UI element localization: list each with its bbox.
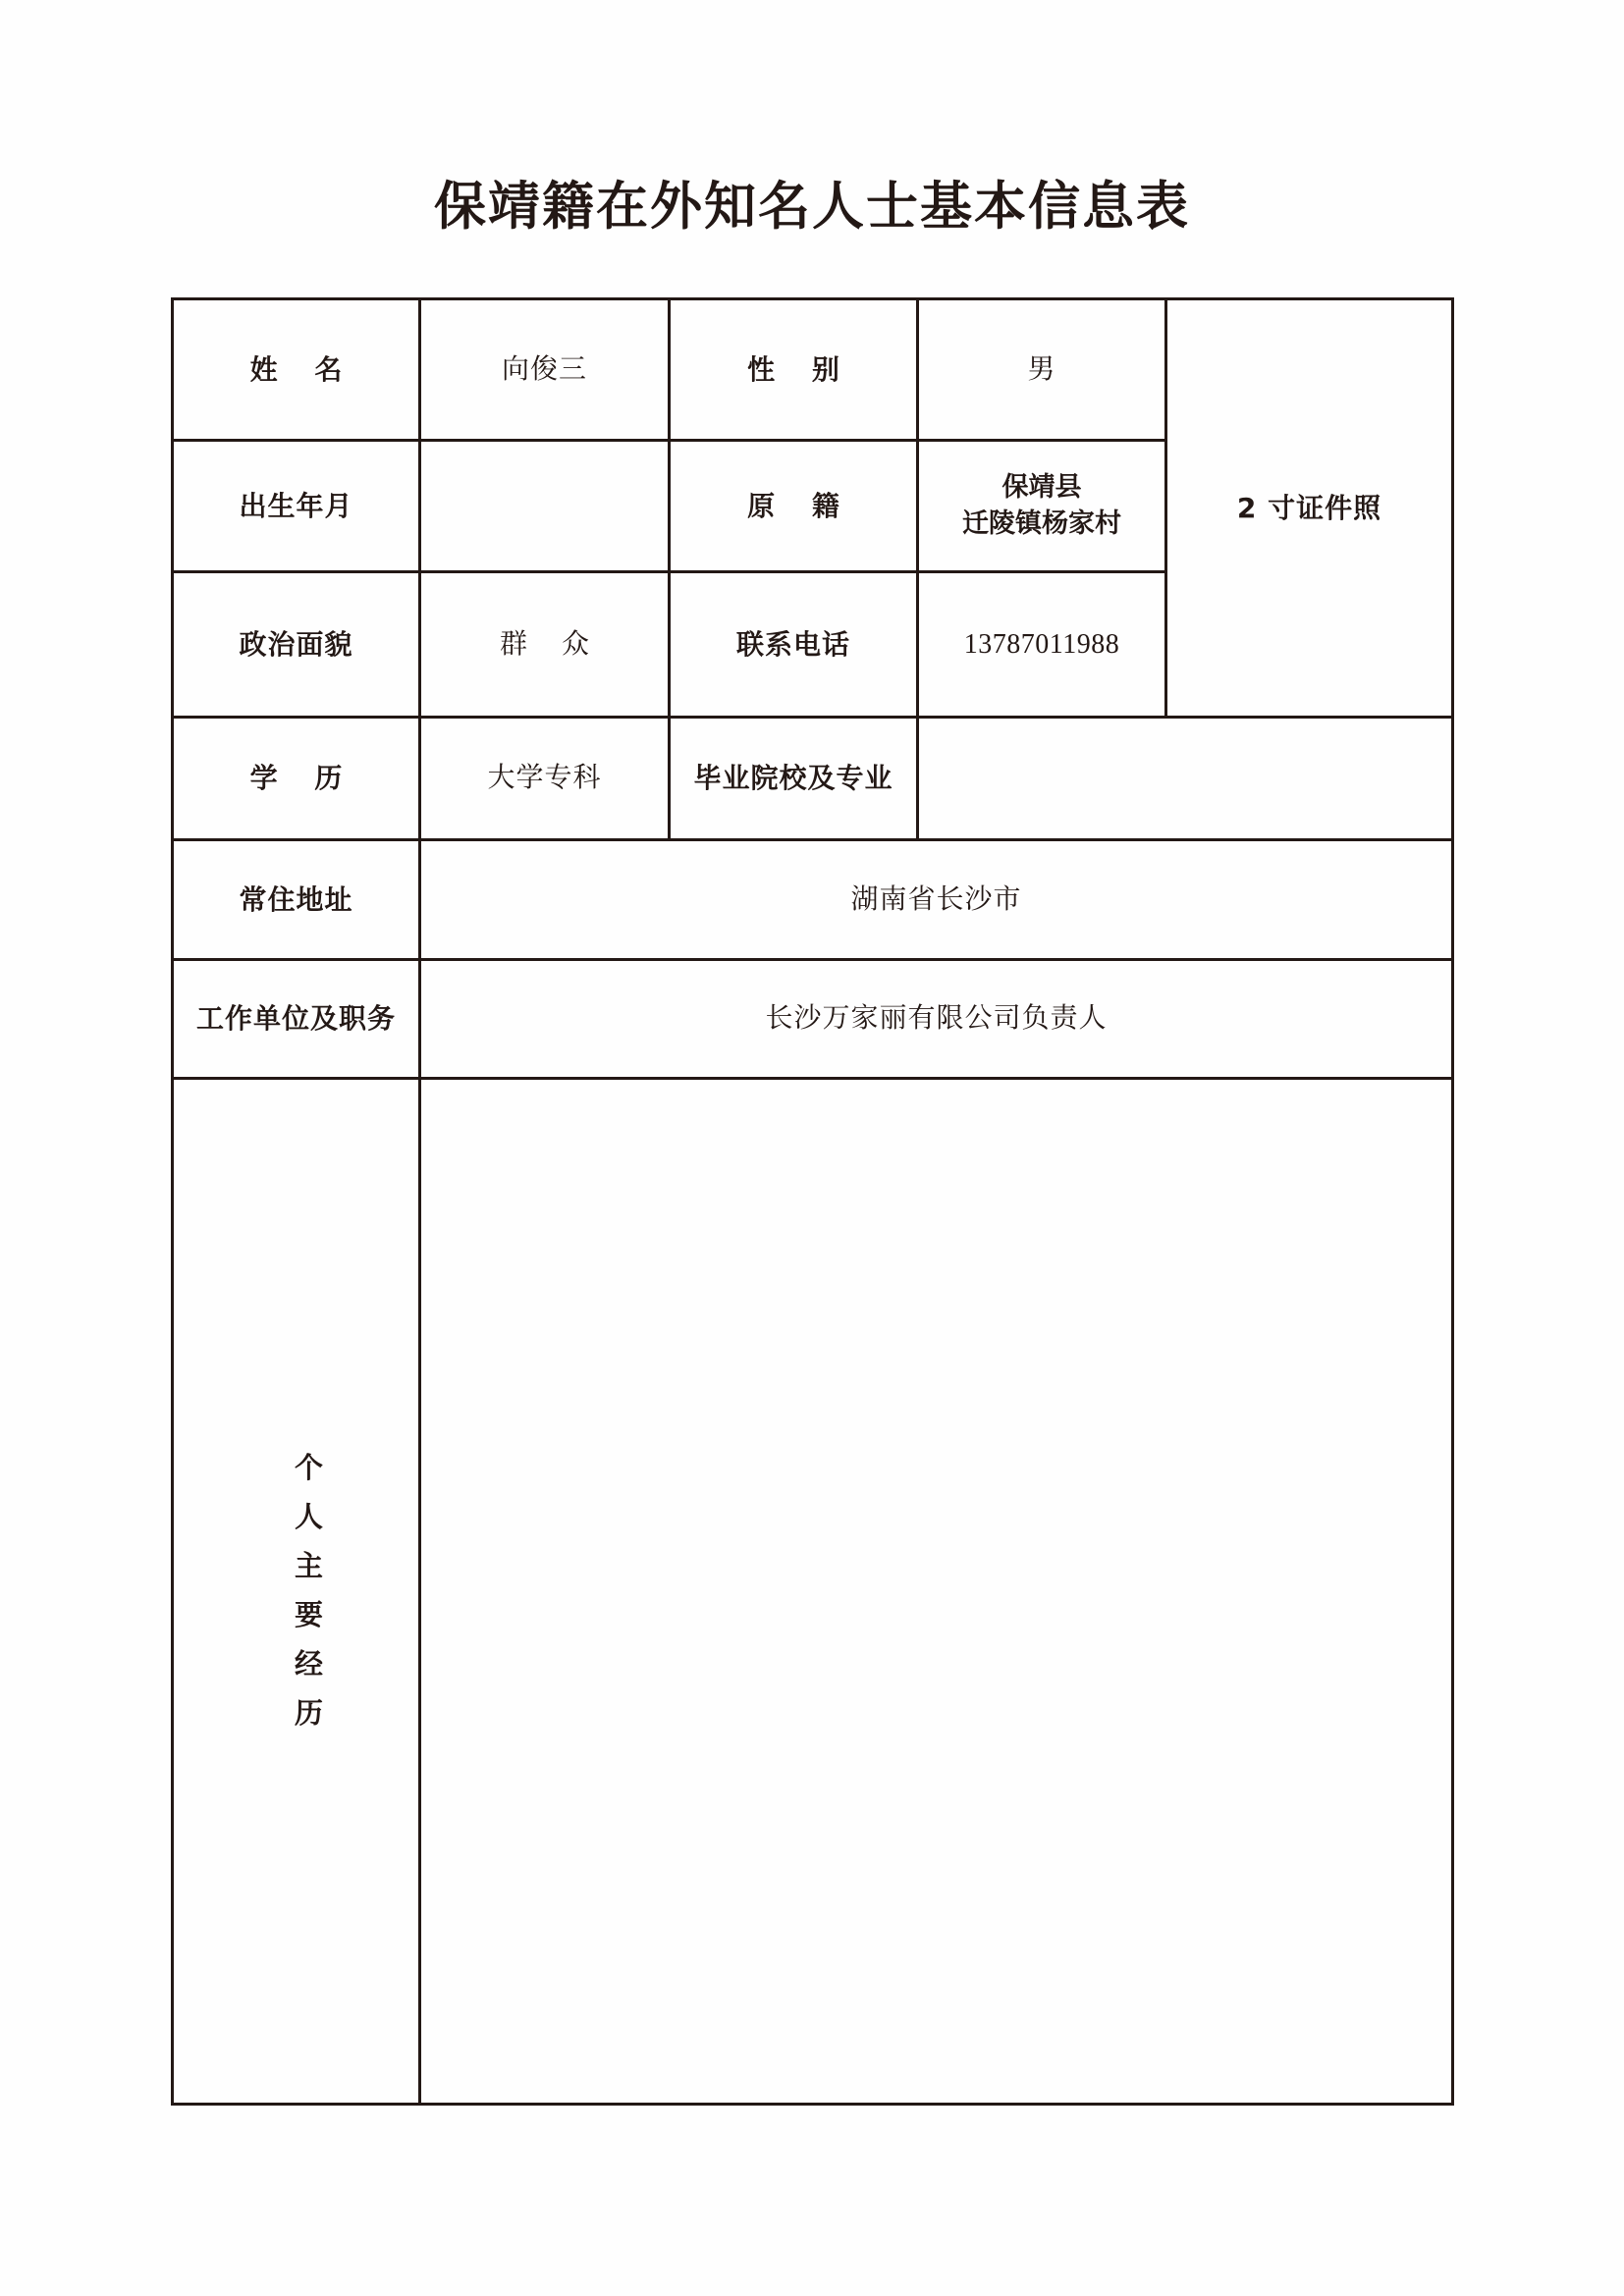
value-school-major[interactable]	[918, 718, 1453, 840]
label-political-status: 政治面貌	[173, 572, 420, 718]
native-place-line-1: 保靖县	[1001, 472, 1082, 504]
label-work-unit: 工作单位及职务	[173, 960, 420, 1079]
experience-vertical-label	[180, 1444, 412, 1737]
experience-char-4: 经	[294, 1646, 323, 1681]
native-place-line-2: 迁陵镇杨家村	[962, 507, 1121, 539]
experience-char-2: 主	[294, 1549, 323, 1583]
value-gender[interactable]: 男	[918, 299, 1166, 441]
experience-char-3: 要	[294, 1598, 323, 1631]
label-birth-date: 出生年月	[173, 441, 420, 572]
experience-char-5: 历	[294, 1695, 323, 1730]
label-name: 姓 名	[173, 299, 420, 441]
value-phone[interactable]: 13787011988	[918, 572, 1166, 718]
table-row-experience	[173, 1079, 1453, 2105]
label-experience	[173, 1079, 420, 2105]
table-row-education	[173, 718, 1453, 840]
label-phone: 联系电话	[670, 572, 918, 718]
table-row-name-gender	[173, 299, 1453, 441]
label-school-major: 毕业院校及专业	[670, 718, 918, 840]
experience-char-1: 人	[294, 1500, 323, 1534]
label-gender: 性 别	[670, 299, 918, 441]
value-birth-date[interactable]	[420, 441, 670, 572]
value-experience[interactable]	[420, 1079, 1453, 2105]
table-row-address	[173, 840, 1453, 960]
label-native-place: 原 籍	[670, 441, 918, 572]
value-education[interactable]: 大学专科	[420, 718, 670, 840]
value-political-status[interactable]: 群 众	[420, 572, 670, 718]
photo-placeholder-cell[interactable]: 2 寸证件照	[1166, 299, 1453, 718]
value-native-place[interactable]	[918, 441, 1166, 572]
table-row-work-unit	[173, 960, 1453, 1079]
page-title: 保靖籍在外知名人士基本信息表	[434, 177, 1190, 237]
value-name[interactable]: 向俊三	[420, 299, 670, 441]
label-education: 学 历	[173, 718, 420, 840]
label-address: 常住地址	[173, 840, 420, 960]
value-address[interactable]: 湖南省长沙市	[420, 840, 1453, 960]
experience-char-0: 个	[294, 1451, 323, 1485]
value-work-unit[interactable]: 长沙万家丽有限公司负责人	[420, 960, 1453, 1079]
personal-info-table	[171, 297, 1454, 2106]
